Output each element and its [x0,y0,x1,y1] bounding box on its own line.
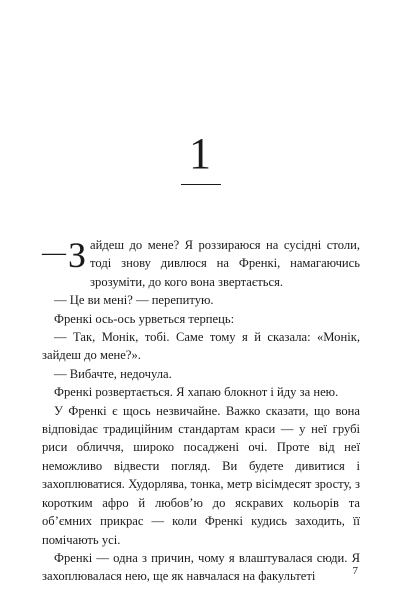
chapter-rule [181,184,221,185]
paragraph-3: Френкі ось-ось урветься терпець: [54,311,235,326]
paragraph-5: — Вибачте, недочула. [54,366,172,381]
paragraph-7: У Френкі є щось незвичайне. Важко сказати, що вона відповідає традиційним стандартам краси — у неї грубі риси обличчя, широко посаджені очі. Проте від неї неможливо відвести погляд. Ви будете дивитися і захоплюватися. Худорлява, тонка, метр вісімдесят зросту, з коротким афро й любов’ю до яскравих кольорів та об’ємних прикрас — коли Френкі кудись заходить, її помічають усі. [42,403,360,547]
paragraph-4: — Так, Монік, тобі. Саме тому я й сказала: «Монік, зайдеш до мене?». [42,330,360,363]
paragraph-2: — Це ви мені? — перепитую. [54,293,214,308]
paragraph-8: Френкі — одна з причин, чому я влаштувалася сюди. Я захоплювалася нею, ще як навчалася на факультеті [42,550,360,584]
page-number: 7 [352,565,358,577]
paragraph-6: Френкі розвертається. Я хапаю блокнот і йду за нею. [54,385,339,400]
paragraph-1 [42,236,360,291]
dropcap-dash: — [42,240,66,266]
dropcap [42,235,87,275]
dropcap-letter: З [68,235,87,275]
chapter-body [42,236,360,586]
paragraph-text: айдеш до мене? Я роззираюся на сусідні столи, тоді знову дивлюся на Френкі, намагаючись зрозуміти, до кого вона звертається. [90,238,360,289]
chapter-number: 1 [189,129,211,178]
